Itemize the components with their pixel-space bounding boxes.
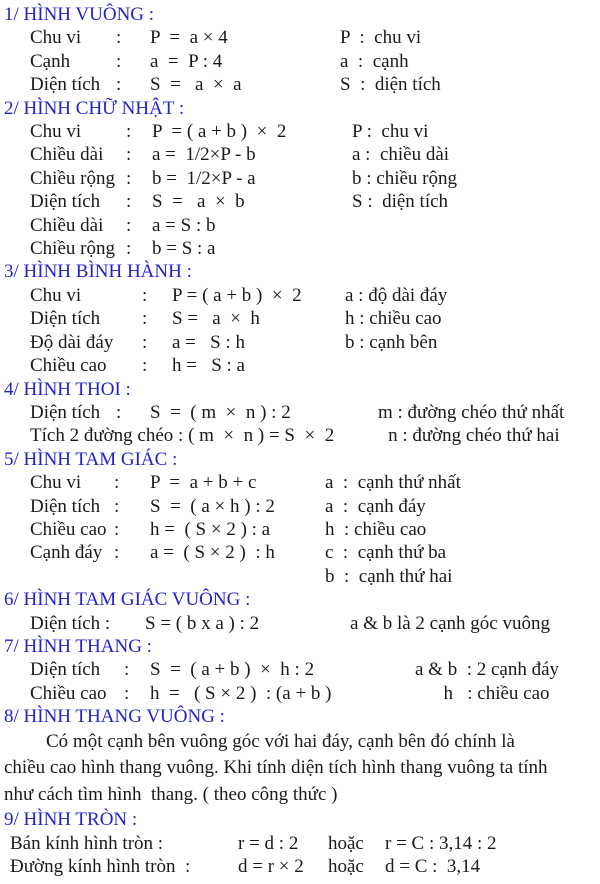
section-heading: 9/ HÌNH TRÒN : — [4, 809, 138, 831]
formula-row — [4, 331, 598, 354]
row-colon: : — [126, 238, 132, 260]
row-colon: : — [114, 472, 120, 494]
formula-row — [4, 284, 598, 307]
or-word: hoặc — [328, 855, 364, 877]
row-formula: P = a × 4 — [150, 27, 228, 49]
row-label — [30, 565, 114, 588]
formula-row — [4, 541, 598, 564]
row-formula: S = a × a — [150, 74, 242, 96]
row-note: b : chiều rộng — [352, 167, 458, 189]
row-note: h : chiều cao — [415, 682, 550, 704]
formula-row — [4, 73, 598, 96]
row-colon: : — [126, 144, 132, 166]
row-label: Chiều dài — [30, 214, 104, 236]
row-colon: : — [124, 682, 130, 704]
row-colon: : — [142, 355, 148, 377]
formula-row — [4, 495, 598, 518]
section-heading: 8/ HÌNH THANG VUÔNG : — [4, 706, 225, 728]
formula-row — [4, 471, 598, 494]
formula-row — [4, 401, 598, 424]
row-note: a & b : 2 cạnh đáy — [415, 659, 560, 681]
row-colon — [114, 565, 150, 588]
row-colon: : — [114, 495, 120, 517]
row-formula: a = S : h — [172, 331, 245, 353]
formula-row — [4, 682, 598, 705]
description-paragraph-line: Có một cạnh bên vuông góc với hai đáy, cạnh bên đó chính là — [46, 730, 515, 752]
row-label: Chiều cao — [30, 355, 107, 377]
or-word: hoặc — [328, 832, 364, 854]
row-note: S : diện tích — [352, 191, 449, 213]
row-label: Tích 2 đường chéo : — [30, 425, 189, 447]
row-formula: P = a + b + c — [150, 472, 257, 494]
description-paragraph-line: chiều cao hình thang vuông. Khi tính diện tích hình thang vuông ta tính — [4, 757, 548, 779]
row-formula: S = a × h — [172, 308, 260, 330]
row-colon: : — [116, 50, 122, 72]
formula-row — [4, 190, 598, 213]
row-formula: S = ( a × h ) : 2 — [150, 495, 275, 517]
section-hinh-binh-hanh — [4, 260, 598, 377]
row-label: Diện tích — [30, 401, 101, 423]
row-label: Cạnh — [30, 50, 71, 72]
row-formula: P = ( a + b ) × 2 — [152, 121, 287, 143]
row-note: P : chu vi — [352, 121, 429, 143]
section-heading: 3/ HÌNH BÌNH HÀNH : — [4, 261, 192, 283]
row-colon: : — [116, 27, 122, 49]
row-note: c : cạnh thứ ba — [325, 542, 447, 564]
section-hinh-thang-vuong — [4, 705, 598, 808]
row-colon: : — [126, 167, 132, 189]
row-colon: : — [142, 308, 148, 330]
row-colon: : — [116, 74, 122, 96]
row-formula: P = ( a + b ) × 2 — [172, 284, 302, 306]
row-colon: : — [114, 518, 120, 540]
row-formula: r = d : 2 — [238, 832, 299, 854]
row-formula-2: d = C : 3,14 — [385, 855, 481, 877]
row-label: Diện tích : — [30, 612, 111, 634]
section-heading: 7/ HÌNH THANG : — [4, 635, 152, 657]
row-note: h : chiều cao — [345, 308, 442, 330]
row-colon: : — [126, 214, 132, 236]
row-colon: : — [142, 331, 148, 353]
row-formula: S = ( a + b ) × h : 2 — [150, 659, 315, 681]
row-formula: S = ( m × n ) : 2 — [150, 401, 291, 423]
row-formula: a = P : 4 — [150, 50, 223, 72]
row-note: b : cạnh thứ hai — [325, 565, 453, 587]
row-note: m : đường chéo thứ nhất — [378, 401, 565, 423]
formula-row — [4, 354, 598, 377]
row-label: Chu vi — [30, 27, 82, 49]
row-label: Chu vi — [30, 121, 82, 143]
row-label: Độ dài đáy — [30, 331, 114, 353]
row-formula-2: r = C : 3,14 : 2 — [385, 832, 497, 854]
row-formula: ( m × n ) = S × 2 — [188, 425, 335, 447]
row-label: Diện tích — [30, 191, 101, 213]
row-label: Chiều rộng — [30, 167, 115, 189]
row-note: a : cạnh đáy — [325, 495, 426, 517]
row-colon: : — [126, 121, 132, 143]
row-label: Chiều cao — [30, 518, 107, 540]
formula-row — [4, 855, 598, 878]
formula-row — [4, 424, 598, 447]
section-hinh-vuong — [4, 3, 598, 97]
row-label: Diện tích — [30, 308, 101, 330]
row-formula: h = ( S × 2 ) : (a + b ) — [150, 682, 332, 704]
row-label: Diện tích — [30, 659, 101, 681]
row-formula: a = 1/2×P - b — [152, 144, 256, 166]
row-label: Chiều cao — [30, 682, 107, 704]
section-heading: 4/ HÌNH THOI : — [4, 378, 131, 400]
formula-row — [4, 214, 598, 237]
section-hinh-tron — [4, 808, 598, 878]
section-hinh-tam-giac-vuong — [4, 588, 598, 635]
section-heading: 6/ HÌNH TAM GIÁC VUÔNG : — [4, 589, 251, 611]
row-colon: : — [124, 659, 130, 681]
row-note: h : chiều cao — [325, 518, 427, 540]
row-formula: a = ( S × 2 ) : h — [150, 542, 275, 564]
formula-row — [4, 565, 598, 588]
row-note: n : đường chéo thứ hai — [388, 425, 560, 447]
row-colon: : — [142, 284, 148, 306]
section-hinh-thang — [4, 635, 598, 705]
formula-row — [4, 832, 598, 855]
formula-row — [4, 237, 598, 260]
formula-row — [4, 167, 598, 190]
row-note: S : diện tích — [340, 74, 441, 96]
row-label: Diện tích — [30, 495, 101, 517]
formula-row — [4, 612, 598, 635]
section-hinh-chu-nhat — [4, 97, 598, 261]
row-label: Chu vi — [30, 472, 82, 494]
section-heading: 2/ HÌNH CHỮ NHẬT : — [4, 97, 185, 119]
row-formula: d = r × 2 — [238, 855, 304, 877]
formula-row — [4, 518, 598, 541]
row-label: Bán kính hình tròn : — [10, 832, 164, 854]
row-formula: h = ( S × 2 ) : a — [150, 518, 271, 540]
row-formula: S = a × b — [152, 191, 245, 213]
row-colon: : — [114, 542, 120, 564]
section-heading: 1/ HÌNH VUÔNG : — [4, 4, 155, 25]
row-colon: : — [116, 401, 122, 423]
row-formula: b = S : a — [152, 238, 216, 260]
row-colon: : — [126, 191, 132, 213]
row-formula: S = ( b x a ) : 2 — [145, 612, 260, 634]
formula-row — [4, 50, 598, 73]
row-note: P : chu vi — [340, 27, 422, 49]
formula-row — [4, 120, 598, 143]
row-note: a : chiều dài — [352, 144, 450, 166]
section-heading: 5/ HÌNH TAM GIÁC : — [4, 448, 178, 470]
formula-row — [4, 26, 598, 49]
row-formula — [150, 565, 325, 588]
formula-row — [4, 658, 598, 681]
row-label: Cạnh đáy — [30, 542, 103, 564]
row-note: b : cạnh bên — [345, 331, 438, 353]
row-formula: b = 1/2×P - a — [152, 167, 256, 189]
row-label: Chiều rộng — [30, 238, 115, 260]
row-note: a : độ dài đáy — [345, 284, 448, 306]
row-label: Diện tích — [30, 74, 101, 96]
row-label: Đường kính hình tròn : — [10, 855, 191, 877]
row-label: Chu vi — [30, 284, 82, 306]
formula-row — [4, 143, 598, 166]
formula-row — [4, 307, 598, 330]
section-hinh-tam-giac — [4, 448, 598, 588]
row-label: Chiều dài — [30, 144, 104, 166]
row-formula: a = S : b — [152, 214, 216, 236]
section-hinh-thoi — [4, 378, 598, 448]
row-note: a & b là 2 cạnh góc vuông — [350, 612, 550, 634]
row-formula: h = S : a — [172, 355, 245, 377]
row-note: a : cạnh thứ nhất — [325, 472, 461, 494]
description-paragraph-line: như cách tìm hình thang. ( theo công thức ) — [4, 783, 338, 805]
row-note: a : cạnh — [340, 50, 409, 72]
